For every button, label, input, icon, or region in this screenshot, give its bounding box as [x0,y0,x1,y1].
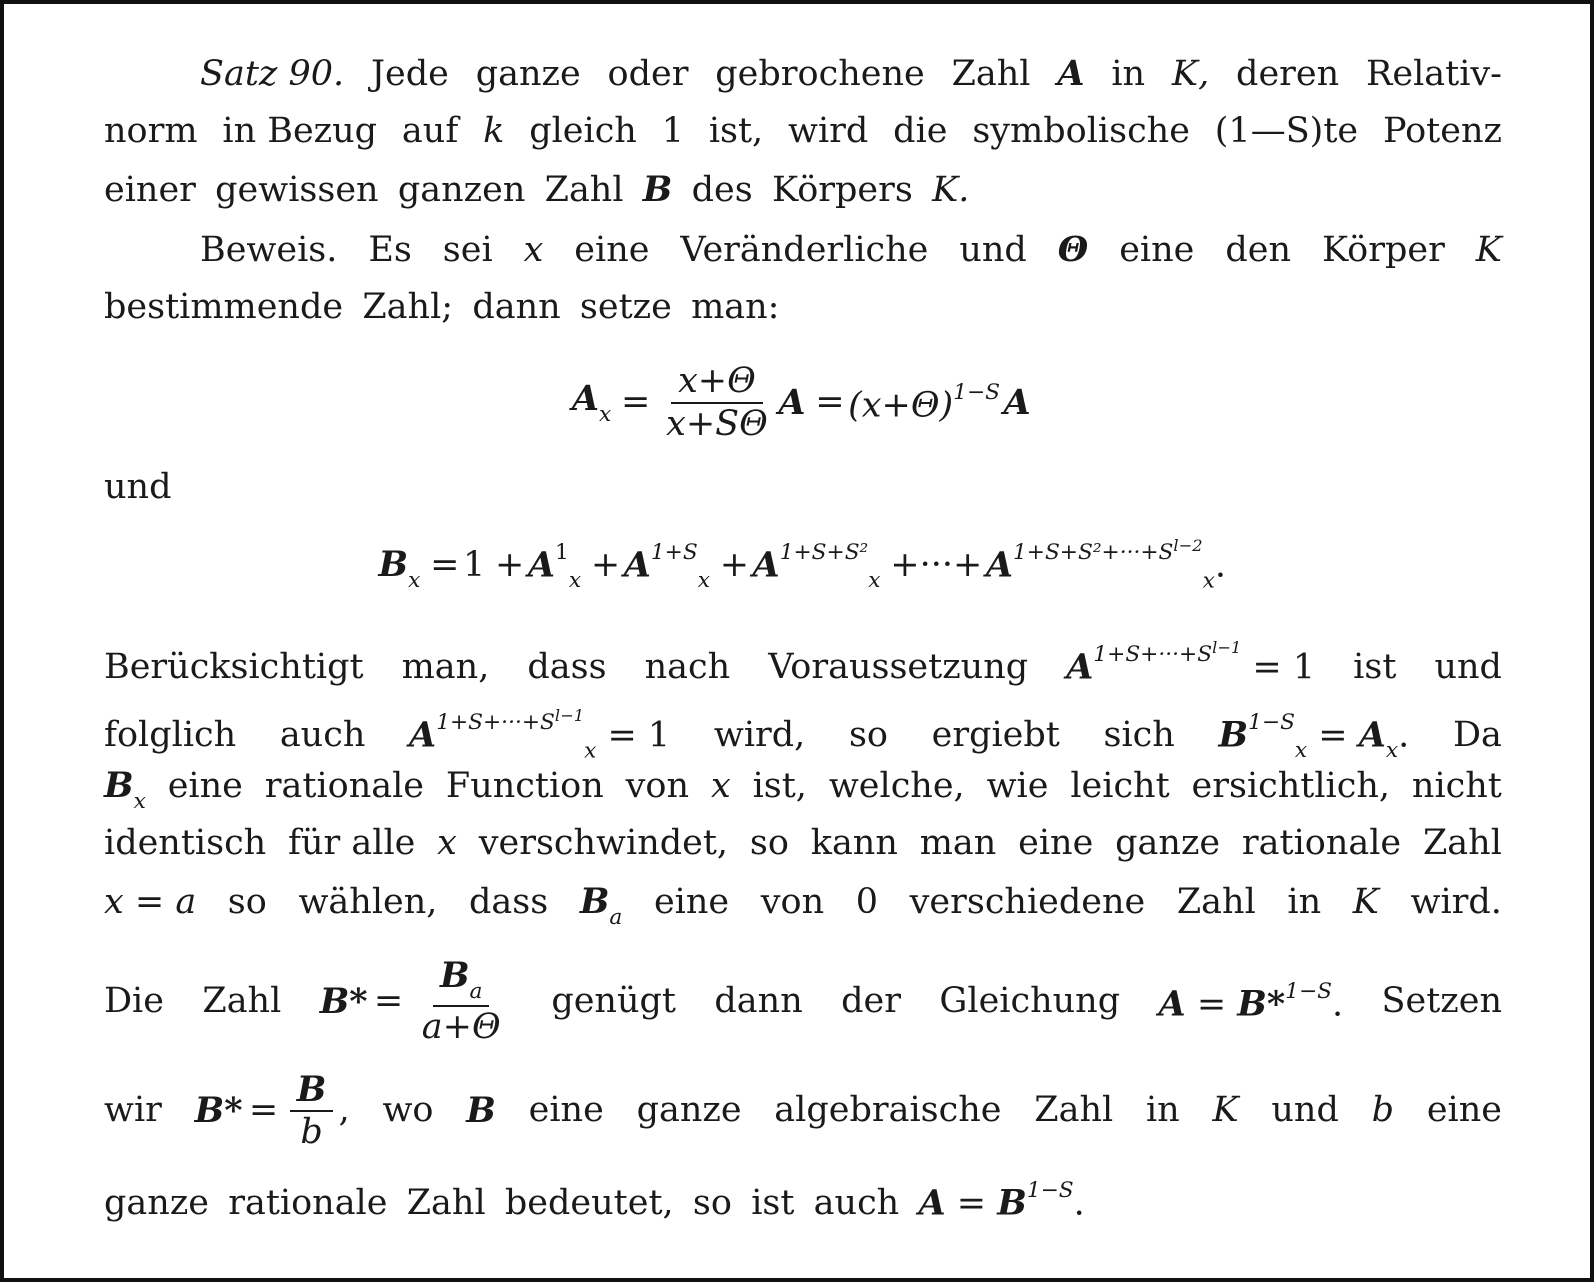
word: ganze [636,1090,742,1131]
word: ist, [752,766,807,806]
math-symbol: A [1057,53,1085,94]
word: so [227,882,267,922]
math-symbol: K [1352,882,1379,922]
word: Zahl [406,1183,486,1224]
word: Potenz [1382,111,1502,151]
word: eine [574,230,650,270]
word: und [1271,1090,1339,1131]
word: kann [810,823,898,863]
word: und [959,230,1027,270]
math-symbol: Θ [1057,229,1089,270]
plus-sign: + [590,545,621,586]
eq2-term-2: $A^{1+S}_x$ [623,540,710,594]
word: in [1287,882,1322,922]
word: eine [167,766,243,806]
word: sich [1103,715,1175,756]
word: und [1434,647,1502,688]
word: für alle [288,823,416,863]
p3-start: $B_x$ [104,765,146,814]
math-expression: x = a [104,882,197,922]
word: ganze [104,1183,209,1224]
word: Zahl [202,981,282,1022]
p2-expression-2: $B^{1-S}_x = A_x$. [1218,710,1410,764]
word: leicht [1070,766,1170,806]
word: dann [472,287,561,327]
word: wird. [1410,882,1502,922]
word: Zahl [1176,882,1256,922]
p8-equation: $A = B^{1-S}$. [918,1178,1085,1224]
word: rationale [228,1183,388,1224]
para-line-2 [104,708,1502,762]
para-line-5 [104,881,1502,930]
word: auf [401,111,459,151]
word: Voraussetzung [768,647,1029,688]
math-symbol: x [710,766,731,806]
word: 1 [661,111,684,151]
word: wird, [713,715,806,756]
equation-2 [204,538,1404,592]
eq2-lhs: $B_x$ [378,544,421,594]
word: nach [644,647,731,688]
word: Die [104,981,164,1022]
math-symbol: K, [1171,54,1210,94]
word: identisch [104,823,267,863]
eq2-one: 1 [462,545,486,586]
word: Zahl [544,170,624,210]
word: ganzen [397,170,526,210]
para-line-8 [104,1178,1502,1224]
word: ist [1353,647,1397,688]
word: in Bezug [222,111,378,151]
word: Jede [370,54,449,94]
para-line-6 [104,955,1502,1048]
word: gleich [529,111,637,151]
math-symbol: K [1475,230,1502,270]
word: und [104,467,172,507]
word: von [625,766,690,806]
word: Zahl; [362,287,454,327]
word: der [841,981,902,1022]
word: norm [104,111,198,151]
word: oder [607,54,689,94]
word: ist, [708,111,764,151]
word: gebrochene [715,54,925,94]
theorem-line-1 [200,53,1502,94]
equals-sign: = [815,382,845,423]
para-line-1 [104,638,1502,688]
word: auch [813,1183,900,1224]
word: nicht [1411,766,1502,806]
proof-label: Beweis. [200,230,338,270]
math-symbol: x [523,230,544,270]
word: so [749,823,789,863]
equals-sign: = [430,545,460,586]
math-symbol: B [642,169,673,210]
word: Zahl [1422,823,1502,863]
p5-b: $B_a$ [579,881,623,930]
word: dann [714,981,803,1022]
word: eine [1426,1090,1502,1131]
eq1-power: $(x+\Theta)^{1-S}$ [848,380,1001,426]
word: man: [691,287,780,327]
p6-equation: A = B*$^{1-S}$. [1158,978,1344,1025]
word: eine [528,1090,604,1131]
word: genügt [551,981,676,1022]
und-line [104,467,1502,507]
word: bestimmende [104,287,344,327]
word: ganze [1115,823,1221,863]
theorem-line-3 [104,169,1502,210]
math-symbol: K [1212,1090,1239,1131]
word: wird [788,111,869,151]
p7-fraction: $\frac{B}{b}$ [290,1072,334,1150]
word: von [760,882,825,922]
math-symbol: K. [932,170,970,210]
word: Gleichung [939,981,1121,1022]
word: algebraische [774,1090,1002,1131]
dots: +···+ [890,545,983,586]
word: rationale [1241,823,1402,863]
word: eine [653,882,730,922]
word: wo [382,1090,434,1131]
word: ist [751,1183,795,1224]
fraction-denominator: x+SΘ [666,403,768,444]
equation-1 [104,361,1502,444]
word: Setzen [1381,981,1502,1022]
fraction-numerator: x+Θ [671,364,763,404]
word: dass [469,882,549,922]
theorem-label: Satz 90. [200,54,345,94]
word: welche, [828,766,965,806]
eq2-term-4: $A^{1+S+S^2+\cdot\cdot\cdot+S^{l-2}}_x$. [985,536,1226,594]
eq2-term-1: $A^1_x$ [527,540,582,594]
word: verschiedene [909,882,1146,922]
word: die [893,111,948,151]
word: einer [104,170,196,210]
word: wie [986,766,1049,806]
word: 0 [855,882,879,922]
eq1-lhs: $A_x$ [571,377,612,427]
word: verschwindet, [478,823,729,863]
word: Zahl [951,54,1031,94]
word: so [848,715,888,756]
p1-expression: $A^{1+S+\cdot\cdot\cdot+S^{l-1}} = 1$ [1066,638,1316,688]
p6-fraction: $\frac{B_a}{a+\Theta}$ [421,955,501,1048]
word: des [691,170,753,210]
word: Zahl [1034,1090,1114,1131]
plus-sign: + [495,545,525,586]
plus-sign: + [719,545,750,586]
eq1-fraction [659,361,775,444]
p6-definition: B* = $\frac{B_a}{a+\Theta}$ [320,958,513,1045]
math-symbol: b [1371,1090,1395,1131]
theorem-line-2 [104,111,1502,151]
word: eine [1119,230,1195,270]
word: Relativ- [1366,54,1502,94]
proof-line-2 [104,287,1502,327]
word: bedeutet, [504,1183,674,1224]
word: setze [579,287,672,327]
word: auch [279,715,366,756]
eq1-tail: A [1003,382,1031,424]
word: man, [401,647,490,688]
word: Körpers [771,170,913,210]
math-symbol: x [437,823,457,863]
word: so [692,1183,732,1224]
word: Es [368,230,412,270]
word: symbolische [972,111,1190,151]
word: wählen, [298,882,438,922]
math-symbol: B [466,1090,496,1132]
p2-expression: $A^{1+S+\cdot\cdot\cdot+S^{l-1}}_x = 1$ [409,706,671,764]
word: Berücksichtigt [104,647,364,688]
para-line-3 [104,765,1502,814]
word: deren [1236,54,1340,94]
equals-sign: = [621,382,651,423]
eq1-mid: A [778,382,806,424]
word: rationale [264,766,425,806]
word: folglich [104,715,237,756]
word: ganze [475,54,581,94]
word: wir [104,1090,162,1131]
word: gewissen [215,170,379,210]
eq2-term-3: $A^{1+S+S^2}_x$ [752,540,881,594]
p7-definition: B* = $\frac{B}{b}$ , [194,1069,350,1152]
word: sei [442,230,493,270]
word: den [1225,230,1291,270]
word: in [1111,54,1146,94]
word: eine [1018,823,1094,863]
math-symbol: k [483,111,505,151]
word: Function [445,766,604,806]
para-line-4 [104,823,1502,863]
word: man [919,823,997,863]
para-line-7 [104,1069,1502,1152]
word: in [1145,1090,1180,1131]
word: Da [1452,715,1502,756]
word: ergiebt [931,715,1060,756]
proof-line-1 [200,229,1502,270]
word: dass [527,647,607,688]
word: ersichtlich, [1191,766,1391,806]
word: Körper [1321,230,1445,270]
word: Veränderliche [680,230,929,270]
word: (1—S)te [1214,111,1359,151]
